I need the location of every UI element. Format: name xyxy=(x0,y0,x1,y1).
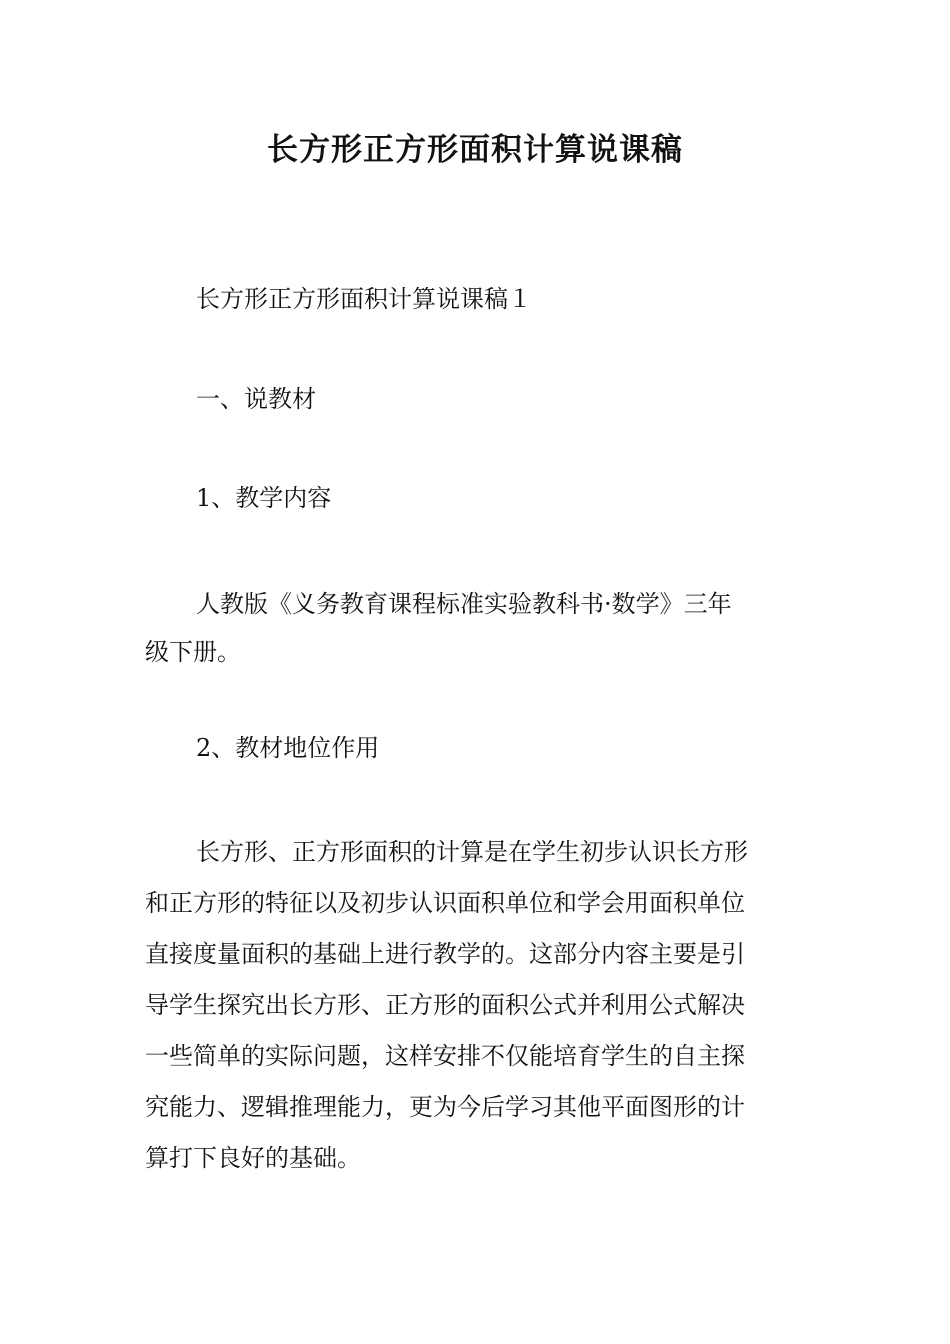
item-heading-teaching-content: 1、教学内容 xyxy=(196,484,332,512)
document-title: 长方形正方形面积计算说课稿 xyxy=(267,132,683,168)
paragraph-line: 究能力、逻辑推理能力，更为今后学习其他平面图形的计 xyxy=(145,1093,745,1121)
paragraph-teaching-content xyxy=(145,580,810,676)
paragraph-line: 长方形、正方形面积的计算是在学生初步认识长方形 xyxy=(196,838,748,866)
paragraph-line: 级下册。 xyxy=(145,638,241,666)
document-subtitle: 长方形正方形面积计算说课稿１ xyxy=(196,285,532,313)
paragraph-line: 直接度量面积的基础上进行教学的。这部分内容主要是引 xyxy=(145,940,745,968)
paragraph-line: 和正方形的特征以及初步认识面积单位和学会用面积单位 xyxy=(145,889,745,917)
paragraph-line: 算打下良好的基础。 xyxy=(145,1144,361,1172)
section-heading-teaching-material: 一、说教材 xyxy=(196,385,316,413)
paragraph-line: 一些简单的实际问题，这样安排不仅能培育学生的自主探 xyxy=(145,1042,745,1070)
item-heading-material-role: 2、教材地位作用 xyxy=(196,734,380,762)
paragraph-line: 导学生探究出长方形、正方形的面积公式并利用公式解决 xyxy=(145,991,745,1019)
paragraph-line: 人教版《义务教育课程标准实验教科书·数学》三年 xyxy=(196,590,732,618)
paragraph-material-role xyxy=(145,827,810,1184)
